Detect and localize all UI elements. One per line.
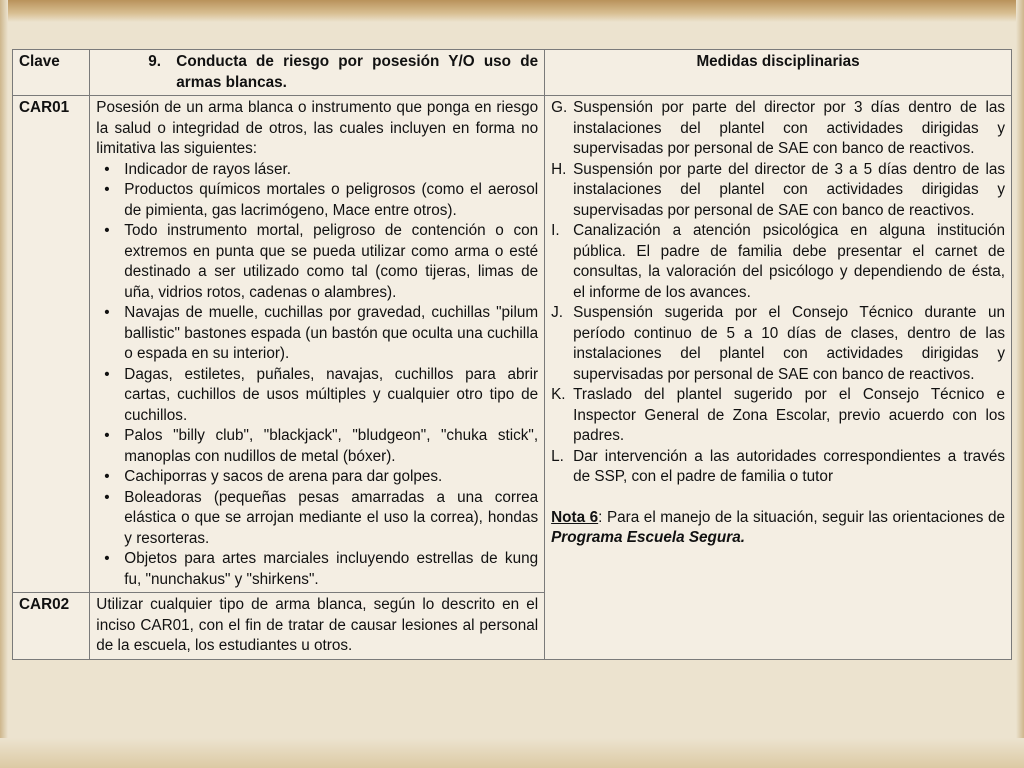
note-text: : Para el manejo de la situación, seguir las orientaciones de: [598, 508, 1006, 526]
conduct-number: 9.: [148, 53, 162, 70]
decorative-bottom-border: [0, 738, 1024, 768]
conduct-title: Conducta de riesgo por posesión Y/O uso de armas blancas.: [176, 53, 539, 91]
list-item: • Productos químicos mortales o peligrosos (como el aerosol de pimienta, gas lacrimógeno, Mace entre otros).: [104, 181, 539, 219]
car01-intro: Posesión de un arma blanca o instrumento que ponga en riesgo la salud o integridad de otros, las cuales incluyen en forma no limitativa las siguientes:: [96, 99, 539, 157]
weapon-list: [96, 160, 538, 591]
header-conduct: [90, 50, 545, 96]
list-item: H. Suspensión por parte del director de 3 a 5 días dentro de las instalaciones del plantel con actividades dirigidas y supervisadas por personal de SAE con banco de reactivos.: [551, 160, 1005, 219]
code-car01: CAR01: [13, 96, 90, 593]
conduct-car02: Utilizar cualquier tipo de arma blanca, según lo descrito en el inciso CAR01, con el fin de tratar de causar lesiones al personal de la escuela, los estudiantes u otros.: [90, 593, 545, 660]
list-item: • Navajas de muelle, cuchillas por gravedad, cuchillas "pilum ballistic" bastones espada (un bastón que oculta una cuchilla o espada en su interior).: [104, 304, 539, 362]
list-item: • Dagas, estiletes, puñales, navajas, cuchillos para abrir cartas, cuchillos de usos múltiples y cualquier otro tipo de cuchillos.: [104, 365, 539, 424]
code-car02: CAR02: [13, 593, 90, 660]
decorative-top-border: [0, 0, 1024, 22]
header-measures: Medidas disciplinarias: [545, 50, 1012, 96]
decorative-right-border: [1016, 0, 1024, 768]
list-item: L. Dar intervención a las autoridades correspondientes a través de SSP, con el padre de familia o tutor: [551, 447, 1005, 485]
list-item: I. Canalización a atención psicológica en alguna institución pública. El padre de familia debe presentar el carnet de consultas, la valoración del psicólogo y dependiendo de ésta, el informe de los avances.: [551, 222, 1005, 301]
list-item: • Cachiporras y sacos de arena para dar golpes.: [104, 468, 443, 485]
measures-cell: [545, 96, 1012, 660]
note: [551, 508, 1005, 549]
list-item: • Boleadoras (pequeñas pesas amarradas a una correa elástica o que se arrojan mediante el uso la correa), hondas y resorteras.: [104, 488, 539, 547]
note-program: Programa Escuela Segura.: [551, 529, 745, 546]
discipline-table: [12, 49, 1012, 660]
conduct-car01: [90, 96, 545, 593]
header-row: [13, 50, 1012, 96]
list-item: • Indicador de rayos láser.: [104, 160, 291, 178]
measures-list: [551, 98, 1005, 488]
list-item: J. Suspensión sugerida por el Consejo Técnico durante un período continuo de 5 a 10 días de clases, dentro de las instalaciones del plantel con actividades dirigidas y supervisadas por personal de SAE con banco de reactivos.: [551, 304, 1005, 383]
decorative-left-border: [0, 0, 8, 768]
header-clave: Clave: [13, 50, 90, 96]
list-item: • Palos "billy club", "blackjack", "bludgeon", "chuka stick", manoplas con nudillos de metal (bóxer).: [104, 427, 539, 465]
list-item: • Objetos para artes marciales incluyendo estrellas de kung fu, "nunchakus" y "shirkens".: [104, 550, 539, 588]
list-item: • Todo instrumento mortal, peligroso de contención o con extremos en punta que se pueda utilizar como arma o esté destinado a ser utilizado como tal (como tijeras, limas de uña, vidrios rotos, cadenas o alambres).: [104, 222, 539, 301]
note-label: Nota 6: [551, 508, 599, 526]
list-item: K. Traslado del plantel sugerido por el Consejo Técnico e Inspector General de Zona Escolar, previo acuerdo con los padres.: [551, 386, 1005, 444]
table-row-car01: [13, 96, 1012, 593]
list-item: G. Suspensión por parte del director por 3 días dentro de las instalaciones del plantel con actividades dirigidas y supervisadas por personal de SAE con banco de reactivos.: [551, 99, 1005, 157]
